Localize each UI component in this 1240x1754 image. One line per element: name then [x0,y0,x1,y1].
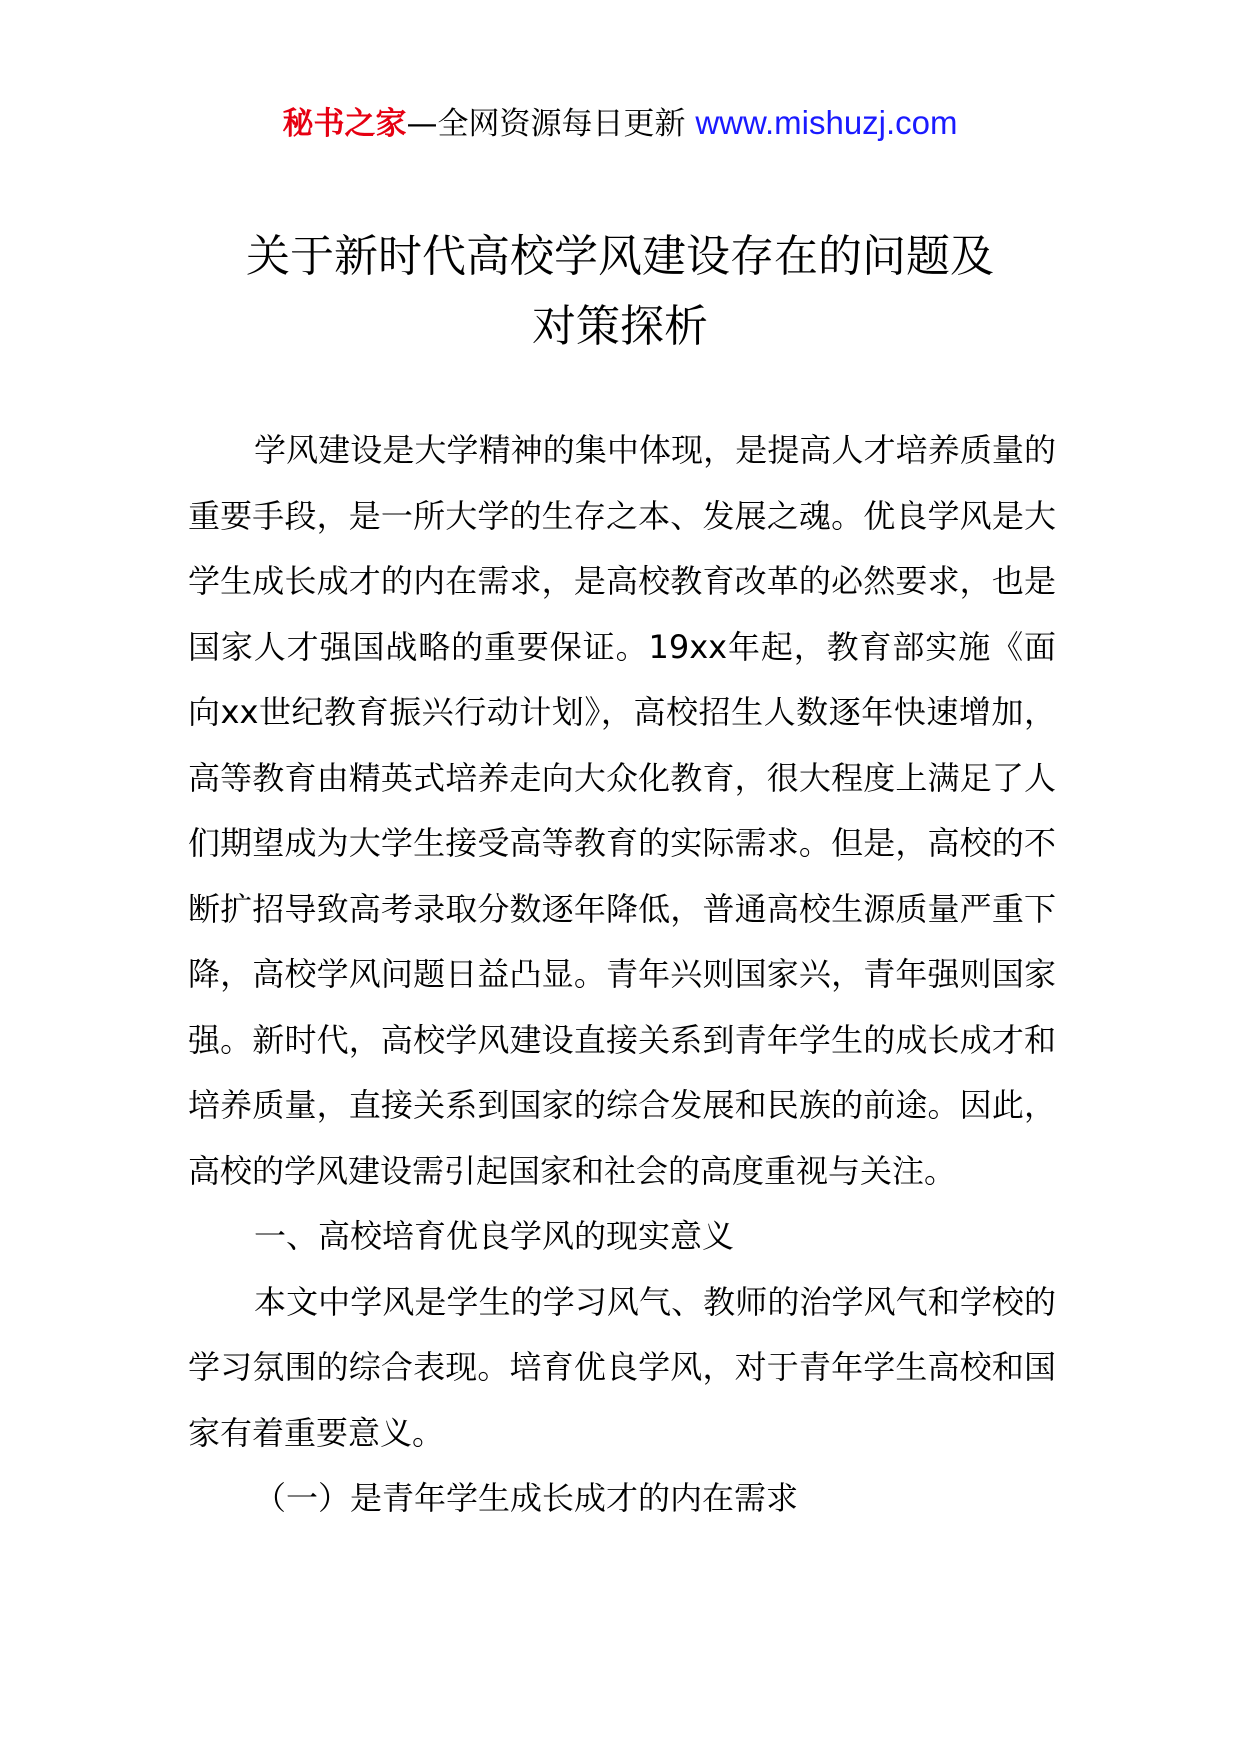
site-url[interactable]: www.mishuzj.com [695,104,958,141]
subsection-heading: （一）是青年学生成长成才的内在需求 [254,1479,799,1517]
site-header [0,98,1240,149]
document-title-line1: 关于新时代高校学风建设存在的问题及 [246,231,994,282]
document-title [190,222,1050,362]
intro-paragraph: 学风建设是大学精神的集中体现，是提高人才培养质量的重要手段，是一所大学的生存之本、发展之魂。优良学风是大学生成长成才的内在需求，是高校教育改革的必然要求，也是国家人才强国战略的重要保证。19xx年起，教育部实施《面向xx世纪教育振兴行动计划》，高校招生人数逐年快速增加，高等教育由精英式培养走向大众化教育，很大程度上满足了人们期望成为大学生接受高等教育的实际需求。但是，高校的不断扩招导致高考录取分数逐年降低，普通高校生源质量严重下降，高校学风问题日益凸显。青年兴则国家兴，青年强则国家强。新时代，高校学风建设直接关系到青年学生的成长成才和培养质量，直接关系到国家的综合发展和民族的前途。因此，高校的学风建设需引起国家和社会的高度重视与关注。 [188,431,1056,1190]
section-heading: 一、高校培育优良学风的现实意义 [254,1217,735,1255]
document-body [188,418,1056,1532]
definition-paragraph: 本文中学风是学生的学习风气、教师的治学风气和学校的学习氛围的综合表现。培育优良学风，对于青年学生高校和国家有着重要意义。 [188,1282,1056,1452]
document-title-line2: 对策探析 [532,301,708,352]
site-tagline: —全网资源每日更新 [406,106,696,142]
site-brand: 秘书之家 [282,106,407,142]
